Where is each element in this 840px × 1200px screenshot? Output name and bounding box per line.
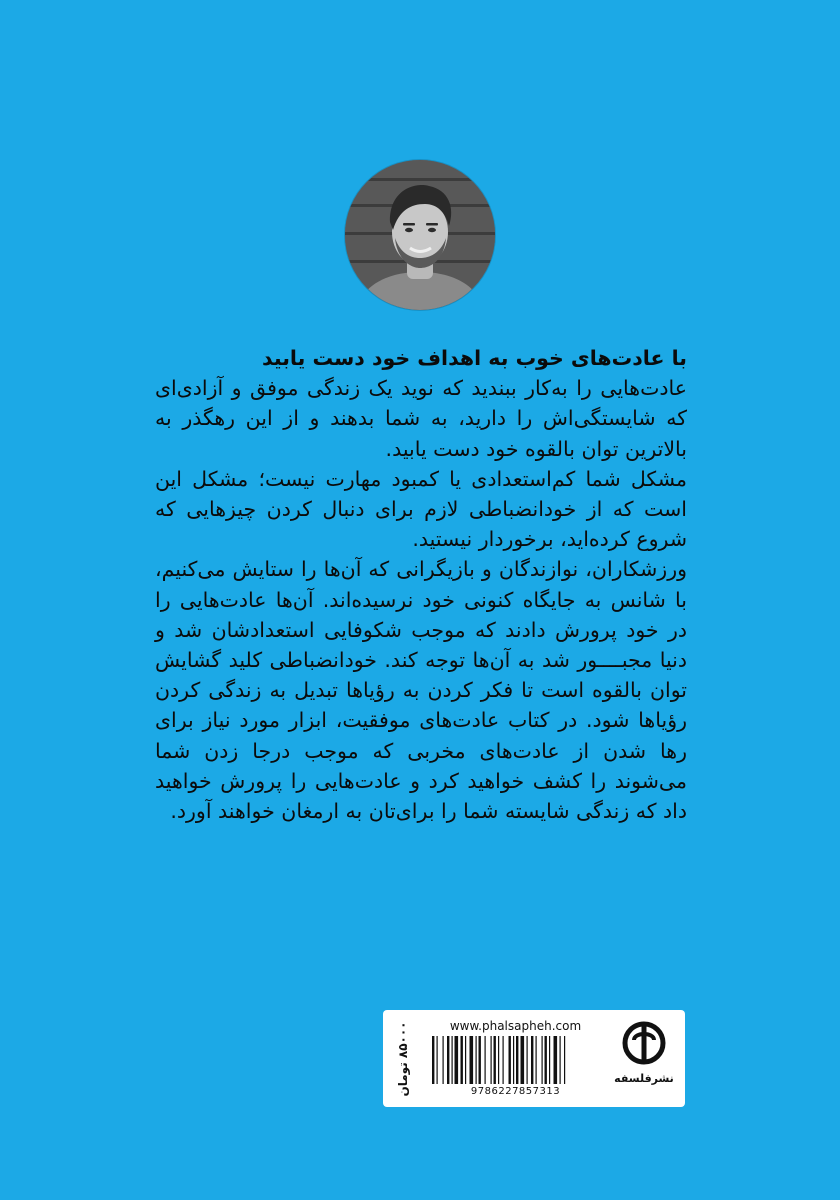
blurb-paragraph: عادت‌هایی را به‌کار ببندید که نوید یک زندگی موفق و آزادی‌ای که شایستگی‌اش را دارید، به شما بدهند و از این رهگذر به بالاترین توان بالقوه خود دست یابید. — [155, 376, 687, 461]
publisher-logo-block — [611, 1018, 677, 1100]
isbn-number: 9786227857313 — [470, 1086, 561, 1097]
barcode-icon — [428, 1036, 603, 1084]
blurb-paragraph: ورزشکاران، نوازندگان و بازیگرانی که آن‌ها را ستایش می‌کنیم، با شانس به جایگاه کنونی خود نرسیده‌اند. آن‌ها عادت‌هایی را در خود پرورش دادند که موجب شکوفایی استعدادشان شد و دنیا مجبــــور شد به آن‌ها توجه کند. خودانضباطی کلید گشایش توان بالقوه است تا فکر کردن به رؤیاها تبدیل به زندگی کردن رؤیاها شود. در کتاب عادت‌های موفقیت، ابزار مورد نیاز برای رها شدن از عادت‌های مخربی که موجب درجا زدن شما می‌شوند را کشف خواهید کرد و عادت‌هایی را پرورش خواهید داد که زندگی شایسته شما را برای‌تان به ارمغان خواهند آورد. — [155, 557, 687, 824]
barcode-block — [423, 1018, 608, 1100]
publisher-name: نشرفلسفه — [614, 1072, 674, 1085]
publisher-logo-icon — [621, 1020, 667, 1066]
author-portrait — [345, 160, 495, 310]
price-text: ۸۵۰۰۰ تومان — [396, 1021, 410, 1097]
blurb-paragraph: مشکل شما کم‌استعدادی یا کمبود مهارت نیست؛ مشکل این است که از خودانضباطی لازم برای دنبال کردن چیزهایی که شروع کرده‌اید، برخوردار نیستید. — [155, 466, 687, 552]
back-cover-blurb — [155, 343, 687, 826]
blurb-title: با عادت‌های خوب به اهداف خود دست یابید — [262, 346, 687, 370]
isbn-label-box — [383, 1010, 685, 1107]
author-portrait-photo — [345, 160, 495, 310]
price-tag — [389, 1018, 417, 1100]
publisher-website: www.phalsapheh.com — [449, 1019, 582, 1033]
